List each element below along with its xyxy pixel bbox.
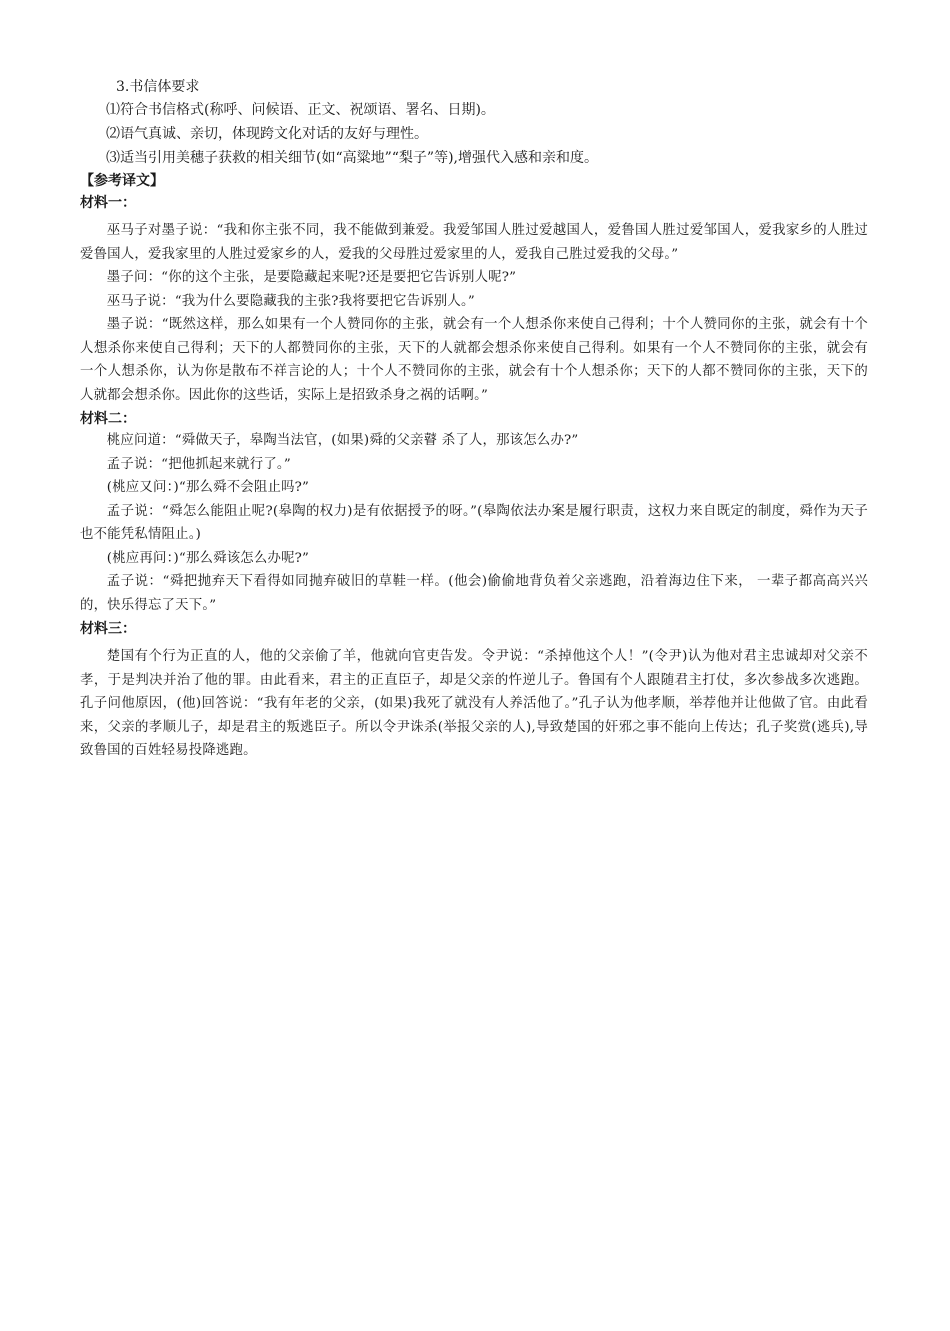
material1-paragraph-4: 墨子说：“既然这样，那么如果有一个人赞同你的主张，就会有一个人想杀你来使自己得利；十个人赞同你的主张，就会有十个人想杀你来使自己得利；天下的人都赞同你的主张，天下的人就都会想杀你来使自己得利。如果有一个人不赞同你的主张，就会有一个人想杀你，认为你是散布不祥言论的人；十个人不赞同你的主张，就会有十个人想杀你；天下的人都不赞同你的主张，天下的人就都会想杀你。因此你的这些话，实际上是招致杀身之祸的话啊。”: [80, 317, 868, 403]
requirements-title: 3.书信体要求: [116, 79, 200, 95]
material1-paragraph-2: 墨子问：“你的这个主张，是要隐藏起来呢?还是要把它告诉别人呢?”: [106, 270, 517, 285]
requirement-item-2: ⑵语气真诚、亲切，体现跨文化对话的友好与理性。: [106, 126, 428, 142]
material1-paragraph-3: 巫马子说：“我为什么要隐藏我的主张?我将要把它告诉别人。”: [106, 293, 475, 309]
material3-paragraph-1: 楚国有个行为正直的人，他的父亲偷了羊，他就向官吏告发。令尹说：“杀掉他这个人！”(令尹)认为他对君主忠诚却对父亲不孝，于是判决并治了他的罪。由此看来，君主的正直臣子，却是父亲的忤逆儿子。鲁国有个人跟随君主打仗，多次参战多次逃跑。孔子问他原因，(他)回答说：“我有年老的父亲，(如果)我死了就没有人养活他了。”孔子认为他孝顺，举荐他并让他做了官。由此看来，父亲的孝顺儿子，却是君主的叛逃臣子。所以令尹诛杀(举报父亲的人),导致楚国的奸邪之事不能向上传达；孔子奖赏(逃兵),导致鲁国的百姓轻易投降逃跑。: [80, 649, 868, 758]
translation-heading: 【参考译文】: [80, 173, 164, 189]
material1-heading: 材料一：: [80, 195, 136, 211]
requirement-item-1: ⑴符合书信格式(称呼、问候语、正文、祝颂语、署名、日期)。: [106, 102, 495, 118]
material3-heading: 材料三：: [80, 621, 136, 637]
material1-paragraph-1: 巫马子对墨子说：“我和你主张不同，我不能做到兼爱。我爱邹国人胜过爱越国人，爱鲁国人胜过爱邹国人，爱我家乡的人胜过爱鲁国人，爱我家里的人胜过爱家乡的人，爱我的父母胜过爱家里的人，爱我自己胜过爱我的父母。”: [80, 223, 868, 262]
material2-heading: 材料二：: [80, 411, 136, 427]
material2-paragraph-6: 孟子说：“舜把抛弃天下看得如同抛弃破旧的草鞋一样。(他会)偷偷地背负着父亲逃跑，沿着海边住下来， 一辈子都高高兴兴的，快乐得忘了天下。”: [80, 574, 868, 613]
material2-paragraph-5: (桃应再问：)“那么舜该怎么办呢?”: [106, 550, 310, 566]
document-page: [80, 76, 868, 763]
material2-paragraph-3: (桃应又问：)“那么舜不会阻止吗?”: [106, 480, 310, 495]
material2-paragraph-1: 桃应问道：“舜做天子，皋陶当法官，(如果)舜的父亲瞽 杀了人，那该怎么办?”: [106, 433, 579, 448]
material2-paragraph-4: 孟子说：“舜怎么能阻止呢?(皋陶的权力)是有依据授予的呀。”(皋陶依法办案是履行职责，这权力来自既定的制度，舜作为天子也不能凭私情阻止。): [80, 503, 868, 542]
requirement-item-3: ⑶适当引用美穗子获救的相关细节(如“高粱地”“梨子”等),增强代入感和亲和度。: [106, 150, 599, 166]
material2-paragraph-2: 孟子说：“把他抓起来就行了。”: [106, 456, 291, 472]
